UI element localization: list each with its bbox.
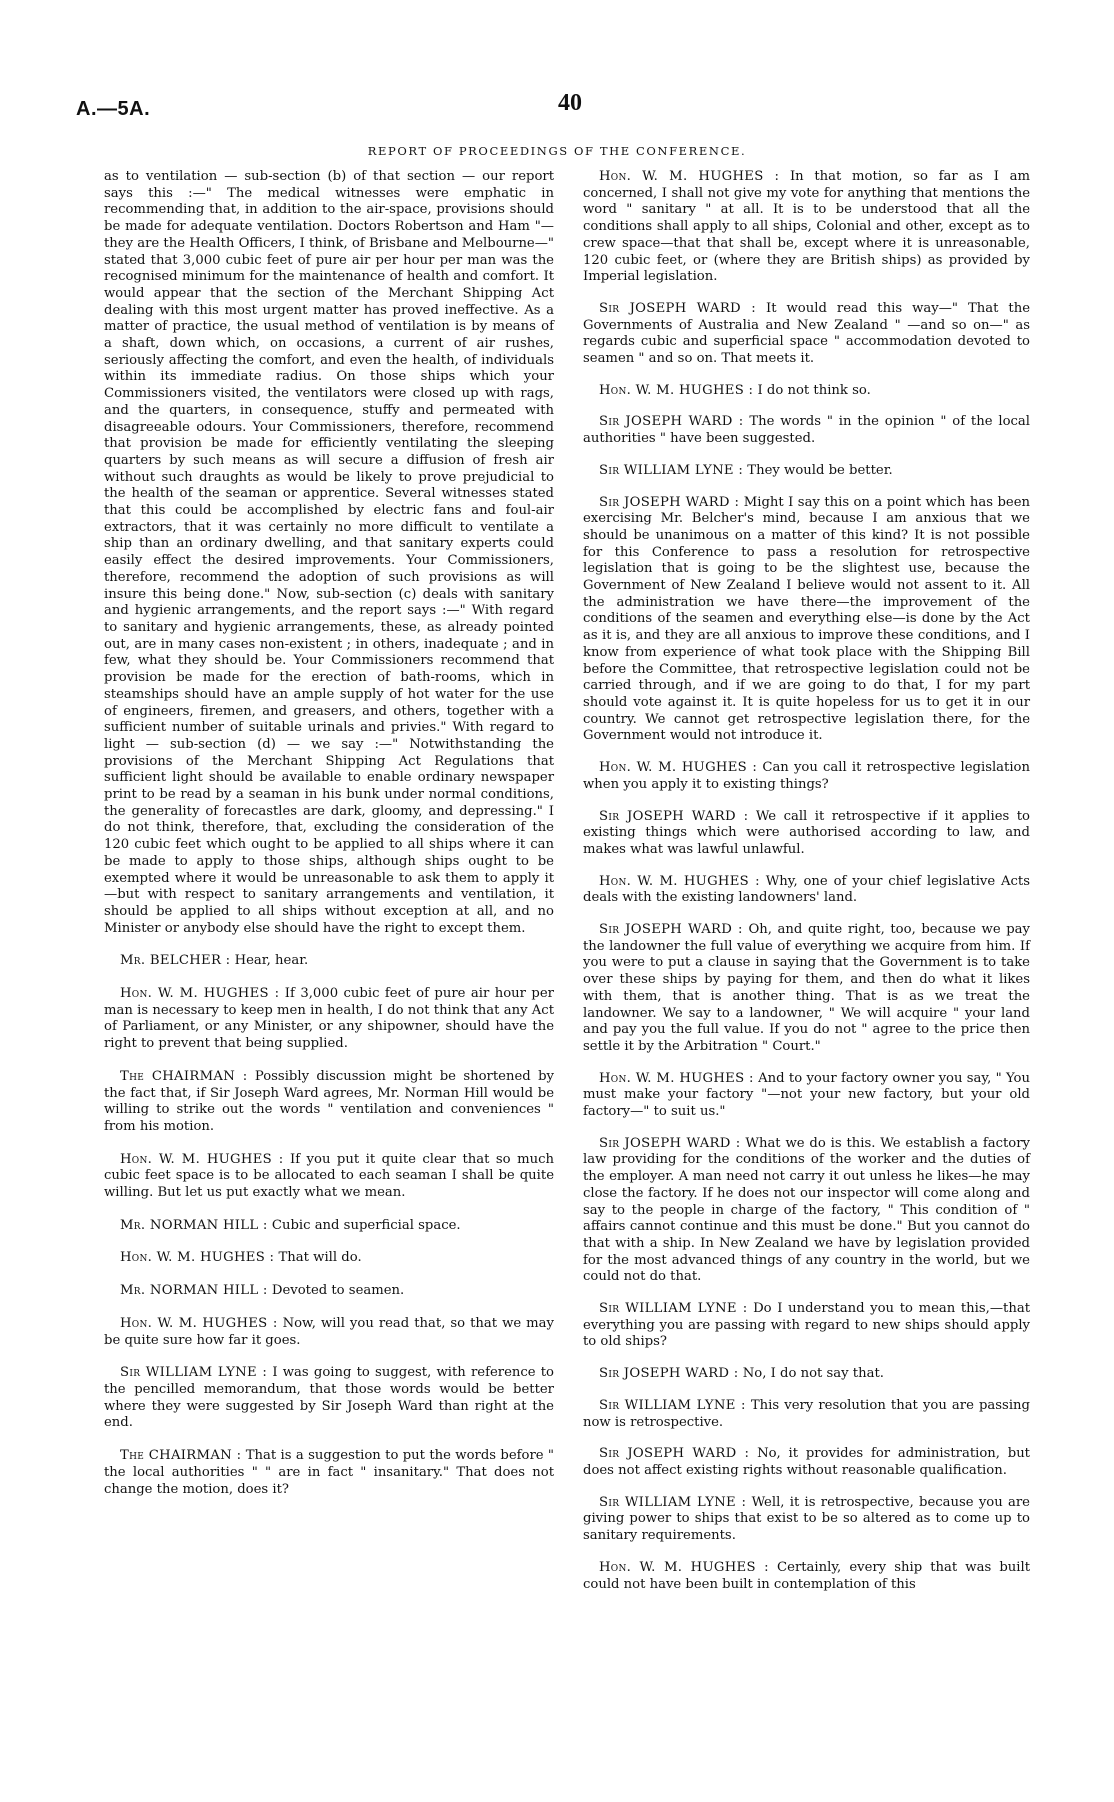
left-column [104,169,554,1514]
paragraph [104,1283,554,1300]
paragraph-text: Can you call it retrospective legislation when you apply it to existing things? [583,760,1030,792]
paragraph [104,1316,554,1349]
speaker-name: The CHAIRMAN : [120,1448,242,1464]
running-title: REPORT OF PROCEEDINGS OF THE CONFERENCE. [367,144,747,158]
paragraph-text: In that motion, so far as I am concerned, I shall not give my vote for anything that mentions the word " sanitary " at all. It is to be understood that all the conditions shall apply to all ships, Colonial and other, except as to crew space—that that shall be, except where it is unreasonable, 120 cubic feet, or (where they are British ships) as provided by Imperial legislation. [583,169,1030,285]
speaker-name: Hon. W. M. HUGHES : [599,382,754,398]
speaker-name: Hon. W. M. HUGHES : [599,873,760,889]
speaker-name: Mr. NORMAN HILL : [120,1283,268,1299]
speaker-name: Sir WILLIAM LYNE : [599,1301,748,1317]
paragraph-text: Certainly, every ship that was built could not have been built in contemplation of this [583,1559,1030,1592]
speaker-name: Sir JOSEPH WARD : [599,300,756,316]
paragraph-text: Why, one of your chief legislative Acts deals with the existing landowners' land. [583,873,1030,906]
paragraph [583,1071,1030,1121]
speaker-name: Hon. W. M. HUGHES : [599,1070,754,1086]
paragraph-text: We call it retrospective if it applies to existing things which were authorised according to law, and makes what was lawful unlawful. [583,808,1030,857]
paragraph [583,809,1030,859]
speaker-name: Hon. W. M. HUGHES : [599,169,780,184]
paragraph [583,495,1030,746]
speaker-name: Sir JOSEPH WARD : [599,922,743,938]
paragraph-text: Now, will you read that, so that we may be quite sure how far it goes. [104,1315,554,1348]
speaker-name: Hon. W. M. HUGHES : [120,1151,284,1167]
paragraph-text: And to your factory owner you say, " You must make your factory "—not your new factory, but your old factory—" to suit us." [583,1070,1030,1120]
paragraph-text: Do I understand you to mean this,—that everything you are passing with regard to new ships should apply to old ships? [583,1301,1030,1350]
paragraph [104,986,554,1053]
paragraph-text: Well, it is retrospective, because you are giving power to ships that exist to be so altered as to come up to sanitary requirements. [583,1494,1030,1544]
paper-reference: A.—5A. [76,98,151,120]
paragraph-text: That is a suggestion to put the words before " the local authorities " " are in fact " insanitary." That does not change the motion, does it? [104,1448,554,1497]
paragraph [583,1446,1030,1479]
speaker-name: Sir JOSEPH WARD : [599,494,740,510]
paragraph-text: This very resolution that you are passing now is retrospective. [583,1397,1030,1430]
speaker-name: Hon. W. M. HUGHES : [599,1559,769,1575]
paragraph-text: as to ventilation — sub-section (b) of that section — our report says this :—" The medical witnesses were emphatic in recommending that, in addition to the air-space, provisions should be made for adequate ventilation. Doctors Robertson and Ham "—they are the Health Officers, I think, of Brisbane and Melbourne—" stated that 3,000 cubic feet of pure air per hour per man was the recognised minimum for the maintenance of health and comfort. It would appear that the section of the Merchant Shipping Act dealing with this most urgent matter has proved ineffective. As a matter of practice, the usual method of ventilation is by means of a shaft, down which, on occasions, a current of air rushes, seriously affecting the comfort, and even the health, of individuals within its immediate radius. On those ships which your Commissioners visited, the ventilators were closed up with rags, and the quarters, in consequence, stuffy and permeated with disagreeable odours. Your Commissioners, therefore, recommend that provision be made for efficiently ventilating the sleeping quarters by such means as will secure a diffusion of fresh air without such draughts as would be likely to prove prejudicial to the health of the seaman or apprentice. Several witnesses stated that this could be accomplished by electric fans and foul-air extractors, that it was certainly no more difficult to ventilate a ship than an ordinary dwelling, and that sanitary experts could easily effect the desired improvements. Your Commissioners, therefore, recommend the adoption of such provisions as will insure this being done." Now, sub-section (c) deals with sanitary and hygienic arrangements, and the report says :—" With regard to sanitary and hygienic arrangements, these, as already pointed out, are in many cases non-existent ; in others, inadequate ; and in few, what they should be. Your Commissioners recommend that provision be made for the erection of bath-rooms, which in steamships should have an ample supply of hot water for the use of engineers, firemen, and greasers, and others, together with a sufficient number of suitable urinals and privies." With regard to light — sub-section (d) — we say :—" Notwithstanding the provisions of the Merchant Shipping Act Regulations that sufficient light should be available to enable ordinary newspaper print to be read by a seaman in his bunk under normal conditions, the generality of forecastles are dark, gloomy, and depressing." I do not think, therefore, that, excluding the consideration of the 120 cubic feet which ought to be applied to all ships where it can be made to apply to those ships, although ships ought to be exempted where it would be unreasonable to ask them to apply it—but with respect to sanitary arrangements and ventilation, it should be applied to all ships without exception at all, and no Minister or anybody else should have the right to except them. [104,169,554,936]
paragraph [583,1301,1030,1351]
page-number: 40 [558,90,582,116]
speaker-name: Sir WILLIAM LYNE : [120,1365,268,1381]
paragraph [583,760,1030,793]
paragraph-text: Hear, hear. [234,953,309,969]
paragraph [583,1136,1030,1286]
paragraph-text: I was going to suggest, with reference to the pencilled memorandum, that those words would be better where they were suggested by Sir Joseph Ward than right at the end. [104,1365,554,1431]
paragraph [104,169,554,937]
paragraph [583,414,1030,447]
speaker-name: Hon. W. M. HUGHES : [120,986,280,1002]
paragraph-text: No, it provides for administration, but does not affect existing rights without reasonable qualification. [583,1446,1030,1478]
speaker-name: Sir WILLIAM LYNE : [599,462,744,478]
paragraph-text: The words " in the opinion " of the local authorities " have been suggested. [583,414,1030,447]
paragraph-text: That will do. [278,1250,362,1266]
speaker-name: Sir JOSEPH WARD : [599,1366,739,1382]
speaker-name: Sir JOSEPH WARD : [599,1446,750,1462]
paragraph [104,1365,554,1432]
paragraph-text: If 3,000 cubic feet of pure air hour per man is necessary to keep men in health, I do not think that any Act of Parliament, or any Minister, or any shipowner, should have the right to prevent that being supplied. [104,986,554,1052]
paragraph [583,169,1030,286]
paragraph [583,301,1030,368]
speaker-name: Sir WILLIAM LYNE : [599,1494,747,1510]
paragraph-text: Possibly discussion might be shortened by the fact that, if Sir Joseph Ward agrees, Mr. Norman Hill would be willing to strike out the words " ventilation and conveniences " from his motion. [104,1068,554,1134]
paragraph-text: No, I do not say that. [742,1366,884,1382]
paragraph [104,1152,554,1202]
paragraph-text: Might I say this on a point which has been exercising Mr. Belcher's mind, because I am anxious that we should be unanimous on a matter of this kind? It is not possible for this Conference to pass a resolution for retrospective legislation that is going to be the slightest use, because the Government of New Zealand I believe would not assent to it. All the administration we have there—the improvement of the conditions of the seamen and everything else—is done by the Act as it is, and they are all anxious to improve these conditions, and I know from experience of what took place with the Shipping Bill before the Committee, that retrospective legislation could not be carried through, and if we are going to do that, I for my part should vote against it. It is quite hopeless for us to get it in our country. We cannot get retrospective legislation there, for the Government would not introduce it. [583,494,1030,744]
paragraph-text: It would read this way—" That the Governments of Australia and New Zealand " —and so on—" as regards cubic and superficial space " accommodation devoted to seamen " and so on. That meets it. [583,300,1030,367]
speaker-name: Mr. NORMAN HILL : [120,1217,268,1233]
paragraph-text: If you put it quite clear that so much cubic feet space is to be allocated to each seaman I shall be quite willing. But let us put exactly what we mean. [104,1151,554,1201]
speaker-name: Hon. W. M. HUGHES : [120,1250,275,1266]
paragraph [583,874,1030,907]
paragraph-text: Devoted to seamen. [271,1283,405,1299]
speaker-name: Sir JOSEPH WARD : [599,414,744,430]
speaker-name: The CHAIRMAN : [120,1068,248,1084]
speaker-name: Sir JOSEPH WARD : [599,808,749,824]
paragraph-text: What we do is this. We establish a factory law providing for the conditions of the worker and the duties of the employer. A man need not carry it out unless he likes—he may close the factory. If he does not our inspector will come along and say to the people in charge of the factory, " This condition of " affairs cannot continue and this must be done." But you cannot do that with a ship. In New Zealand we have by legislation provided for the most advanced things of any country in the world, but we could not do that. [583,1135,1030,1285]
speaker-name: Mr. BELCHER : [120,953,231,969]
paragraph [583,1366,1030,1383]
paragraph [583,1495,1030,1545]
paragraph [583,383,1030,400]
speaker-name: Sir JOSEPH WARD : [599,1135,741,1151]
right-column [583,169,1030,1608]
speaker-name: Hon. W. M. HUGHES : [120,1315,278,1331]
paragraph [583,922,1030,1056]
paragraph [104,1218,554,1235]
speaker-name: Sir WILLIAM LYNE : [599,1397,746,1413]
paragraph [104,1448,554,1498]
paragraph-text: They would be better. [747,462,893,478]
paragraph [583,1398,1030,1431]
paragraph [583,463,1030,480]
paragraph [104,953,554,970]
speaker-name: Hon. W. M. HUGHES : [599,760,758,776]
paragraph-text: Cubic and superficial space. [271,1217,461,1233]
paragraph-text: I do not think so. [757,382,871,398]
paragraph [583,1560,1030,1593]
paragraph [104,1069,554,1136]
paragraph [104,1250,554,1267]
paragraph-text: Oh, and quite right, too, because we pay the landowner the full value of everything we acquire from him. If you were to put a clause in saying that the Government is to take over these ships by paying for them, and then do what it likes with them, that is another thing. That is as we treat the landowner. We say to a landowner, " We will acquire " your land and pay you the full value. If you do not " agree to the price then settle it by the Arbitration " Court." [583,922,1030,1054]
